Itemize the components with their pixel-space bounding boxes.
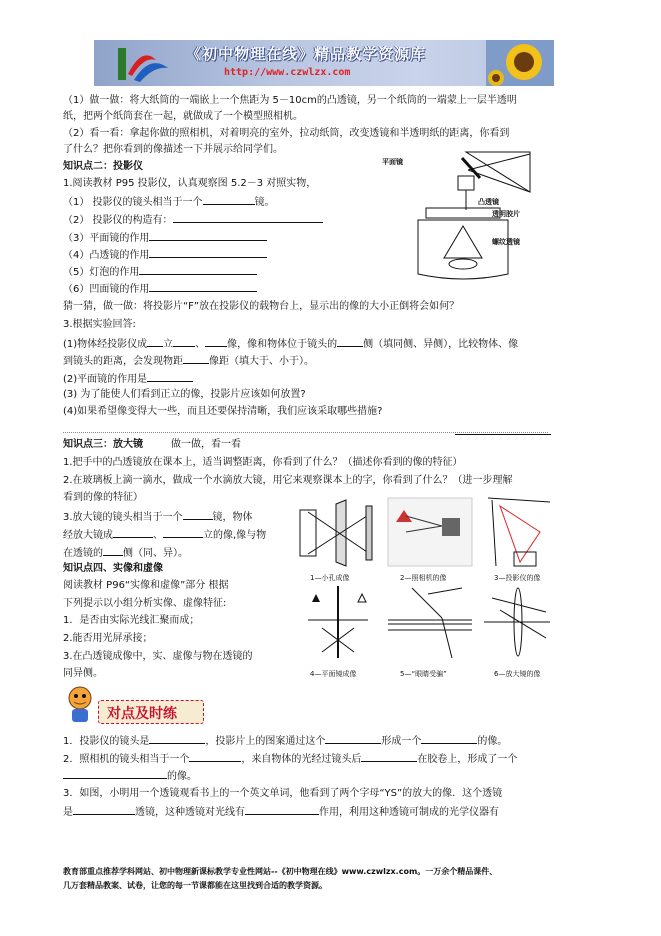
text-line: 阅读教材 P96“实像和虚像”部分 根据	[63, 580, 229, 591]
blank[interactable]	[163, 527, 203, 538]
text-line: 下列提示以小组分析实像、虚像特征:	[63, 598, 227, 609]
question-line: (4)如果希望像变得大一些，而且还要保持清晰，我们应该采取哪些措施?	[63, 406, 383, 417]
blank[interactable]	[139, 264, 257, 275]
blank[interactable]	[361, 751, 417, 762]
section-heading-row: 知识点三：放大镜 做一做，看一看	[63, 439, 241, 450]
blank[interactable]	[147, 371, 193, 382]
text-line: （2）看一看：拿起你做的照相机，对着明亮的室外，拉动纸筒，改变透镜和半透明纸的距离，你看到	[63, 128, 510, 139]
blank[interactable]	[245, 804, 319, 815]
banner-url: http://www.czwlzx.com	[224, 67, 351, 78]
text-line: 纸，把两个纸筒套在一起，就做成了一个模型照相机。	[63, 111, 303, 122]
blank[interactable]	[149, 281, 257, 292]
blank[interactable]	[183, 353, 209, 364]
question-line: 3.放大镜的镜头相当于一个 镜，物体	[63, 509, 253, 524]
projector-figure	[380, 148, 540, 288]
question-line: 3．如图，小明用一个透镜观看书上的一个英文单词，他看到了两个字母“YS”的放大的像．这个透镜	[63, 788, 503, 799]
divider	[63, 432, 548, 433]
question-line: 经放大镜成 、 立的像,像与物	[63, 527, 266, 542]
blank[interactable]	[205, 336, 227, 347]
practice-badge	[98, 700, 204, 724]
text-line: 了什么？把你看到的像描述一下并展示给同学们。	[63, 144, 283, 155]
blank[interactable]	[147, 336, 163, 347]
practice-badge-text: 对点及时练	[107, 706, 177, 722]
text-line: 猜一猜，做一做：将投影片“F”放在投影仪的载物台上，显示出的像的大小正倒将会如何？	[63, 301, 460, 312]
banner-title: 《初中物理在线》精品教学资源库	[186, 45, 427, 63]
text-line: 同异侧。	[63, 668, 103, 679]
text-line: 2.在玻璃板上滴一滴水，做成一个水滴放大镜，用它来观察课本上的字，你看到了什么？（进一步理解	[63, 475, 513, 486]
caption-5: 5—“眼睛受骗”	[400, 670, 447, 678]
blank[interactable]	[325, 733, 381, 744]
text-line: 1.把手中的凸透镜放在课本上，适当调整距离，你看到了什么？（描述你看到的像的特征）	[63, 457, 463, 468]
question-line: （1） 投影仪的镜头相当于一个 镜。	[63, 194, 275, 209]
blank[interactable]	[103, 545, 123, 556]
question-line: (2)平面镜的作用是	[63, 371, 193, 386]
question-line: 2．照相机的镜头相当于一个 ，来自物体的光经过镜头后 在胶卷上，形成了一个	[63, 751, 517, 766]
question-line: 的像。	[63, 768, 197, 783]
blank[interactable]	[203, 194, 255, 205]
question-line: （3）平面镜的作用	[63, 230, 267, 245]
question-line: 在透镜的 侧（同、异）。	[63, 545, 188, 560]
blank[interactable]	[149, 230, 267, 241]
label-convex-lens: 凸透镜	[478, 198, 499, 206]
optics-diagrams	[292, 492, 556, 684]
text-line: 看到的像的特征）	[63, 492, 143, 503]
answer-line[interactable]	[455, 434, 551, 435]
section-heading: 知识点二：投影仪	[63, 161, 143, 172]
header-banner	[94, 40, 554, 86]
section-heading: 知识点四、实像和虚像	[63, 563, 163, 574]
text-line: 1.阅读教材 P95 投影仪，认真观察图 5.2－3 对照实物，	[63, 178, 317, 189]
question-line: (1)物体经投影仪成 立 、 像，像和物体位于镜头的 侧（填同侧、异侧），比较物体、像	[63, 336, 518, 351]
blank[interactable]	[173, 336, 195, 347]
logo-icon	[116, 44, 176, 84]
blank[interactable]	[421, 733, 477, 744]
question-line: （2） 投影仪的构造有：	[63, 212, 323, 227]
diagram-refraction	[388, 588, 472, 658]
text-line: （1）做一做：将大纸筒的一端嵌上一个焦距为 5－10cm的凸透镜，另一个纸筒的一端蒙上一层半透明	[63, 95, 517, 106]
caption-4: 4—平面镜成像	[310, 670, 357, 678]
sunflower-icon	[486, 40, 554, 86]
caption-1: 1—小孔成像	[310, 574, 350, 582]
caption-3: 3—投影仪的像	[494, 574, 541, 582]
question-line: （5）灯泡的作用	[63, 264, 257, 279]
label-plane-mirror: 平面镜	[382, 158, 403, 166]
footer-line-1: 教育部重点推荐学科网站、初中物理新课标教学专业性网站--《初中物理在线》www.czwlzx.com。一万余个精品课件、	[63, 867, 498, 876]
question-line: （6）凹面镜的作用	[63, 281, 257, 296]
diagram-plane-mirror	[308, 586, 368, 658]
text-line: 3.在凸透镜成像中，实、虚像与物在透镜的	[63, 651, 253, 662]
mascot-icon	[60, 684, 100, 724]
blank[interactable]	[337, 336, 363, 347]
question-line: 是 透镜，这种透镜对光线有 作用，利用这种透镜可制成的光学仪器有	[63, 804, 499, 819]
blank[interactable]	[149, 733, 205, 744]
label-film: 透明胶片	[492, 210, 520, 218]
caption-6: 6—放大镜的像	[494, 670, 541, 678]
blank[interactable]	[149, 247, 267, 258]
blank[interactable]	[113, 527, 153, 538]
diagram-pinhole	[300, 500, 372, 566]
text-line: 3.根据实验回答:	[63, 319, 136, 330]
caption-2: 2—照相机的像	[400, 574, 447, 582]
label-screw-lens: 螺纹透镜	[492, 238, 520, 246]
blank[interactable]	[73, 804, 135, 815]
diagram-camera	[388, 498, 472, 566]
text-line: 1．是否由实际光线汇聚而成；	[63, 615, 200, 626]
diagram-projector	[488, 498, 550, 566]
question-line: 到镜头的距离，会发现物距 像距（填大于、小于）。	[63, 353, 314, 368]
footer-line-2: 几万套精品教案、试卷，让您的每一节课都能在这里找到合适的教学资源。	[63, 881, 327, 890]
text-line: 2.能否用光屏承接；	[63, 633, 153, 644]
question-line: （4）凸透镜的作用	[63, 247, 267, 262]
blank[interactable]	[189, 751, 241, 762]
diagram-magnifier	[484, 588, 550, 656]
blank[interactable]	[173, 212, 323, 223]
question-line: (3) 为了能使人们看到正立的像，投影片应该如何放置?	[63, 389, 306, 400]
blank[interactable]	[63, 768, 167, 779]
question-line: 1．投影仪的镜头是 ，投影片上的图案通过这个 形成一个 的像。	[63, 733, 507, 748]
blank[interactable]	[183, 509, 213, 520]
